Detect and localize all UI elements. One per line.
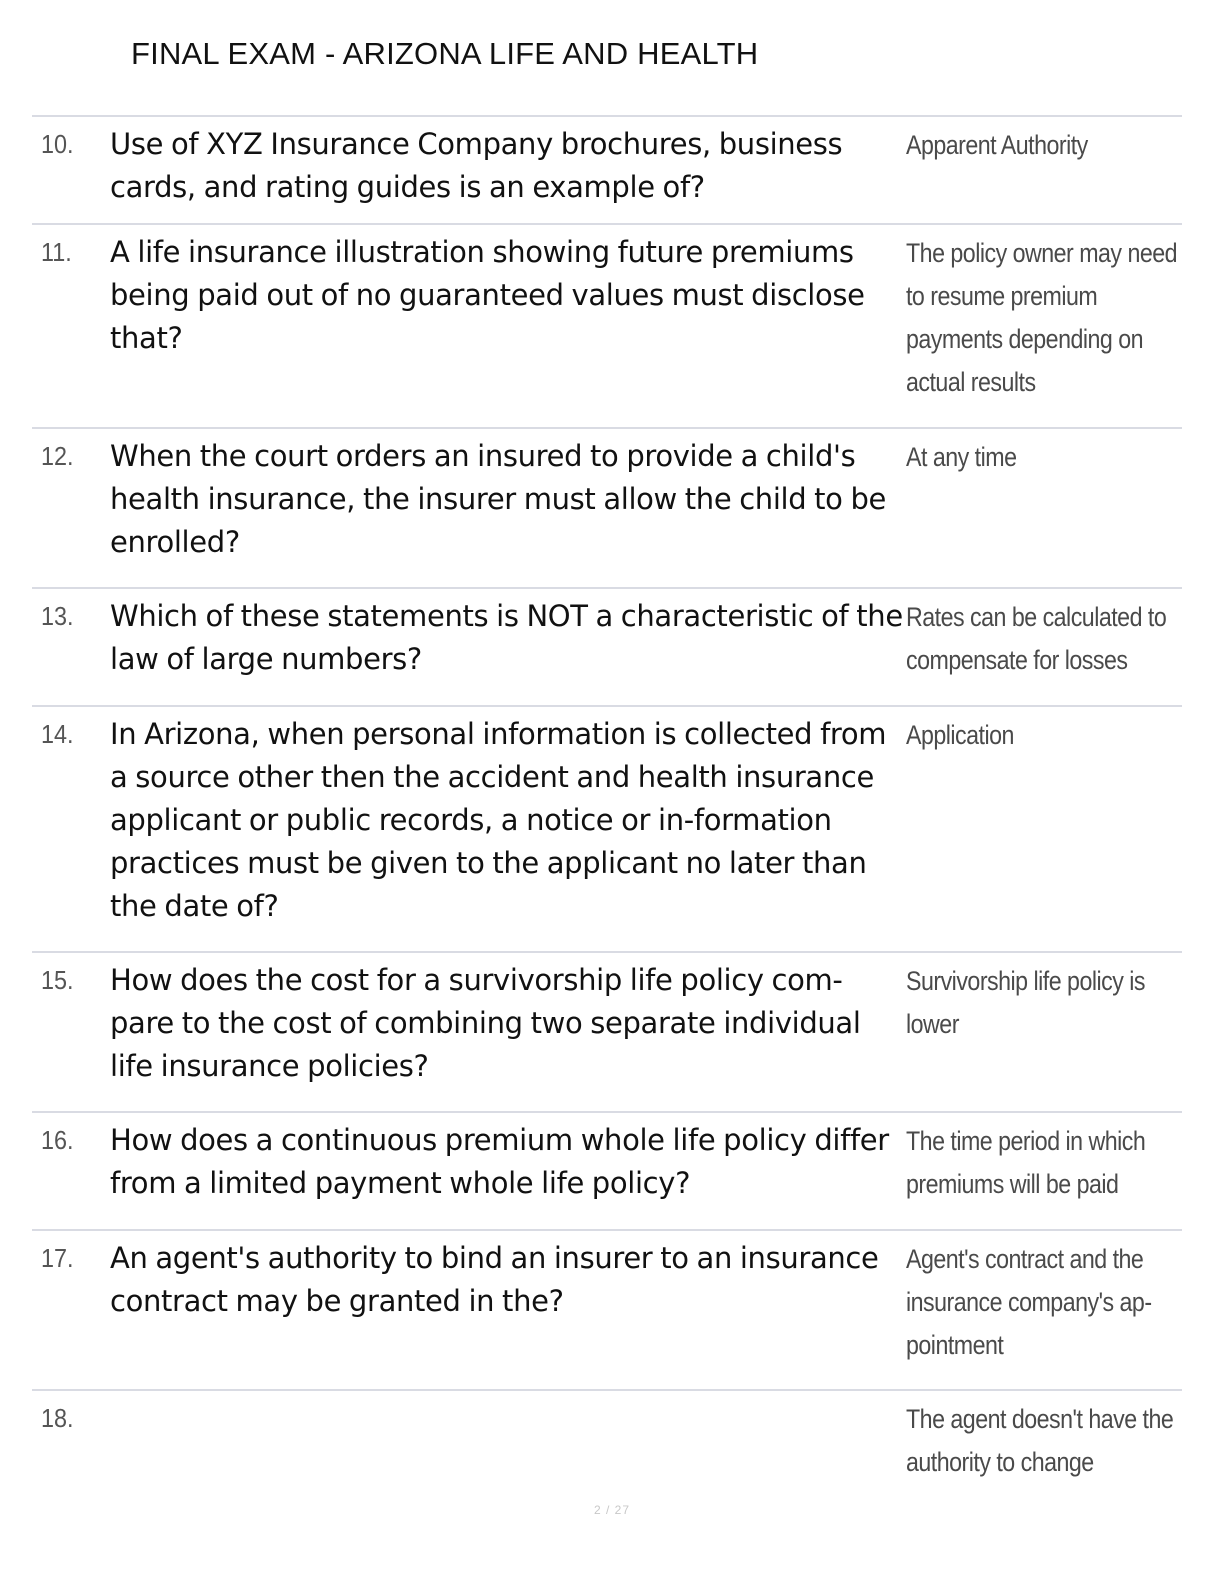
flashcard-row — [32, 115, 1182, 223]
card-number: 15. — [41, 965, 74, 995]
card-answer: Rates can be calculated to compensate for losses — [906, 602, 1167, 675]
card-number: 11. — [41, 237, 72, 267]
card-number: 14. — [41, 719, 74, 749]
flashcard-row — [32, 1389, 1182, 1499]
card-answer: Agent's contract and the insurance company's ap-pointment — [906, 1244, 1152, 1360]
card-question: In Arizona, when personal information is collected from a source other then the accident and health insurance applicant or public records, a notice or in-formation practices must be given to the applicant no later than the date of? — [110, 717, 887, 923]
card-question: When the court orders an insured to provide a child's health insurance, the insurer must allow the child to be enrolled? — [110, 439, 886, 559]
flashcard-row — [32, 1229, 1182, 1389]
flashcard-row — [32, 223, 1182, 427]
card-question: A life insurance illustration showing future premiums being paid out of no guaranteed values must disclose that? — [110, 235, 865, 355]
card-number: 10. — [41, 129, 74, 159]
card-answer: The policy owner may need to resume premium payments depending on actual results — [906, 238, 1178, 397]
card-answer: At any time — [906, 442, 1017, 472]
card-question: Which of these statements is NOT a characteristic of the law of large numbers? — [110, 599, 903, 676]
card-answer: Apparent Authority — [906, 130, 1088, 160]
flashcard-row — [32, 1111, 1182, 1229]
card-number: 13. — [41, 601, 74, 631]
card-answer: Survivorship life policy is lower — [906, 966, 1145, 1039]
card-question: How does the cost for a survivorship life policy com-pare to the cost of combining two separate individual life insurance policies? — [110, 963, 861, 1083]
card-number: 16. — [41, 1125, 74, 1155]
flashcard-row — [32, 951, 1182, 1111]
card-answer: The time period in which premiums will be paid — [906, 1126, 1146, 1199]
flashcard-row — [32, 427, 1182, 587]
flashcard-row — [32, 705, 1182, 951]
card-question: An agent's authority to bind an insurer to an insurance contract may be granted in the? — [110, 1241, 879, 1318]
card-answer: The agent doesn't have the authority to change — [906, 1404, 1174, 1477]
card-answer: Application — [906, 720, 1014, 750]
card-number: 17. — [41, 1243, 74, 1273]
card-number: 12. — [41, 441, 74, 471]
page-title: FINAL EXAM - ARIZONA LIFE AND HEALTH — [131, 36, 759, 71]
flashcard-row — [32, 587, 1182, 705]
card-question: How does a continuous premium whole life policy differ from a limited payment whole life policy? — [110, 1123, 889, 1200]
page-number: 2 / 27 — [593, 1503, 631, 1517]
card-question: Use of XYZ Insurance Company brochures, business cards, and rating guides is an example of? — [110, 127, 843, 204]
flashcard-list — [32, 115, 1182, 1499]
card-number: 18. — [41, 1403, 74, 1433]
